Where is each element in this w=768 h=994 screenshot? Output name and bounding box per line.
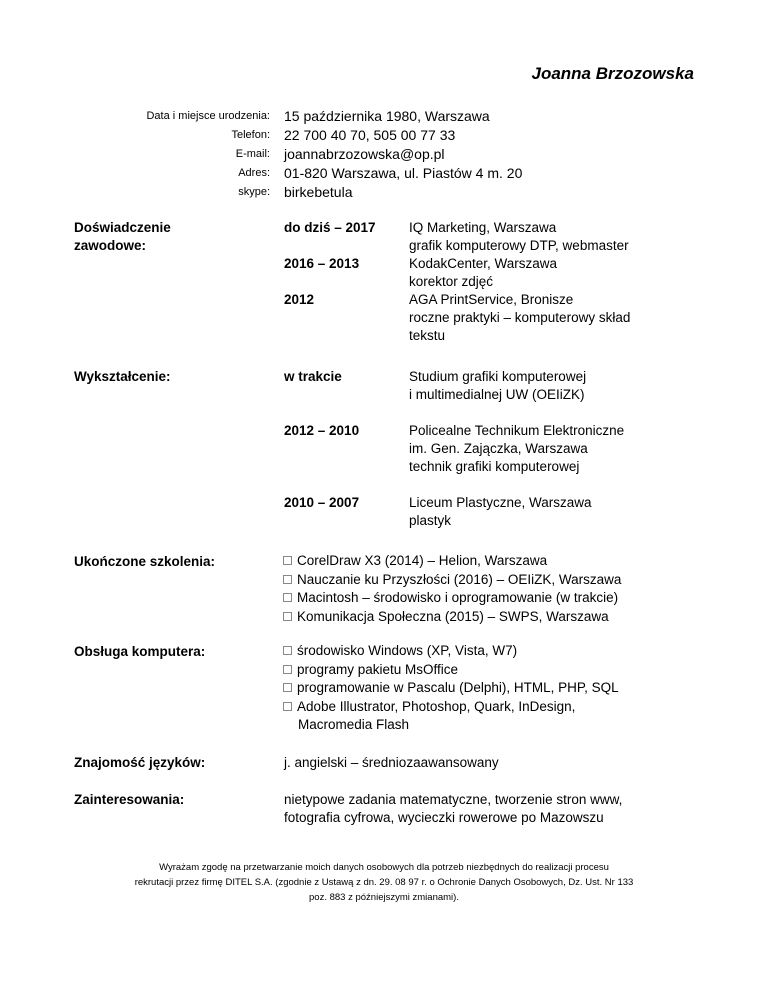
experience-heading-line2: zawodowe:: [74, 238, 147, 253]
education-line: Policealne Technikum Elektroniczne: [409, 423, 625, 438]
experience-line: grafik komputerowy DTP, webmaster: [409, 238, 629, 253]
education-date: w trakcie: [284, 369, 342, 384]
interests-line: nietypowe zadania matematyczne, tworzenie stron www,: [284, 792, 623, 807]
checkbox-icon: [283, 612, 292, 621]
experience-line: korektor zdjęć: [409, 274, 494, 289]
address-label: Adres:: [238, 167, 270, 179]
education-description: [409, 422, 624, 476]
checkbox-icon: [283, 665, 292, 674]
list-item: Komunikacja Społeczna (2015) – SWPS, Warszawa: [283, 608, 621, 627]
experience-heading: [74, 219, 171, 255]
interests-value: [284, 791, 622, 827]
email-value: joannabrzozowska@op.pl: [284, 146, 445, 162]
checkbox-icon: [283, 646, 292, 655]
experience-line: roczne praktyki – komputerowy skład: [409, 310, 631, 325]
computer-list: [283, 642, 619, 735]
consent-footer: [0, 860, 768, 905]
experience-heading-line1: Doświadczenie: [74, 220, 171, 235]
list-item: środowisko Windows (XP, Vista, W7): [283, 642, 619, 661]
list-item: programowanie w Pascalu (Delphi), HTML, PHP, SQL: [283, 679, 619, 698]
languages-value: j. angielski – średniozaawansowany: [284, 755, 499, 770]
education-line: plastyk: [409, 513, 452, 528]
checkbox-icon: [283, 593, 292, 602]
experience-date: 2012: [284, 292, 315, 307]
experience-line: tekstu: [409, 328, 446, 343]
checkbox-icon: [283, 702, 292, 711]
education-description: [409, 494, 592, 530]
interests-line: fotografia cyfrowa, wycieczki rowerowe po Mazowszu: [284, 810, 604, 825]
education-heading: Wykształcenie:: [74, 369, 171, 384]
birth-value: 15 października 1980, Warszawa: [284, 108, 490, 124]
phone-label: Telefon:: [231, 129, 270, 141]
list-item: Adobe Illustrator, Photoshop, Quark, InDesign,: [283, 698, 619, 717]
education-line: Studium grafiki komputerowej: [409, 369, 587, 384]
education-date: 2012 – 2010: [284, 423, 360, 438]
education-line: i multimedialnej UW (OEIiZK): [409, 387, 585, 402]
interests-heading: Zainteresowania:: [74, 792, 185, 807]
computer-heading: Obsługa komputera:: [74, 644, 206, 659]
list-item: CorelDraw X3 (2014) – Helion, Warszawa: [283, 552, 621, 571]
experience-line: AGA PrintService, Bronisze: [409, 292, 574, 307]
checkbox-icon: [283, 575, 292, 584]
education-line: im. Gen. Zajączka, Warszawa: [409, 441, 588, 456]
cv-name: Joanna Brzozowska: [531, 64, 694, 83]
skype-label: skype:: [238, 186, 270, 198]
trainings-list: [283, 552, 621, 626]
footer-line: Wyrażam zgodę na przetwarzanie moich danych osobowych dla potrzeb niezbędnych do realizacji procesu: [159, 862, 609, 873]
list-item: Macintosh – środowisko i oprogramowanie (w trakcie): [283, 589, 621, 608]
experience-description: [409, 291, 630, 345]
birth-label: Data i miejsce urodzenia:: [146, 110, 270, 122]
education-description: [409, 368, 586, 404]
trainings-heading: Ukończone szkolenia:: [74, 554, 216, 569]
experience-date: do dziś – 2017: [284, 220, 376, 235]
experience-line: KodakCenter, Warszawa: [409, 256, 558, 271]
languages-heading: Znajomość języków:: [74, 755, 206, 770]
education-date: 2010 – 2007: [284, 495, 360, 510]
experience-description: [409, 255, 557, 291]
list-item: programy pakietu MsOffice: [283, 661, 619, 680]
checkbox-icon: [283, 683, 292, 692]
phone-value: 22 700 40 70, 505 00 77 33: [284, 127, 456, 143]
experience-description: [409, 219, 629, 255]
address-value: 01-820 Warszawa, ul. Piastów 4 m. 20: [284, 165, 523, 181]
experience-line: IQ Marketing, Warszawa: [409, 220, 557, 235]
experience-date: 2016 – 2013: [284, 256, 360, 271]
list-item-continuation: Macromedia Flash: [298, 717, 410, 732]
skype-value: birkebetula: [284, 184, 353, 200]
email-label: E-mail:: [235, 148, 270, 160]
footer-line: poz. 883 z późniejszymi zmianami).: [309, 892, 459, 903]
checkbox-icon: [283, 556, 292, 565]
footer-line: rekrutacji przez firmę DITEL S.A. (zgodnie z Ustawą z dn. 29. 08 97 r. o Ochronie Danych Osobowych, Dz. Ust. Nr 133: [134, 877, 634, 888]
education-line: Liceum Plastyczne, Warszawa: [409, 495, 592, 510]
education-line: technik grafiki komputerowej: [409, 459, 580, 474]
list-item: Nauczanie ku Przyszłości (2016) – OEIiZK, Warszawa: [283, 571, 621, 590]
